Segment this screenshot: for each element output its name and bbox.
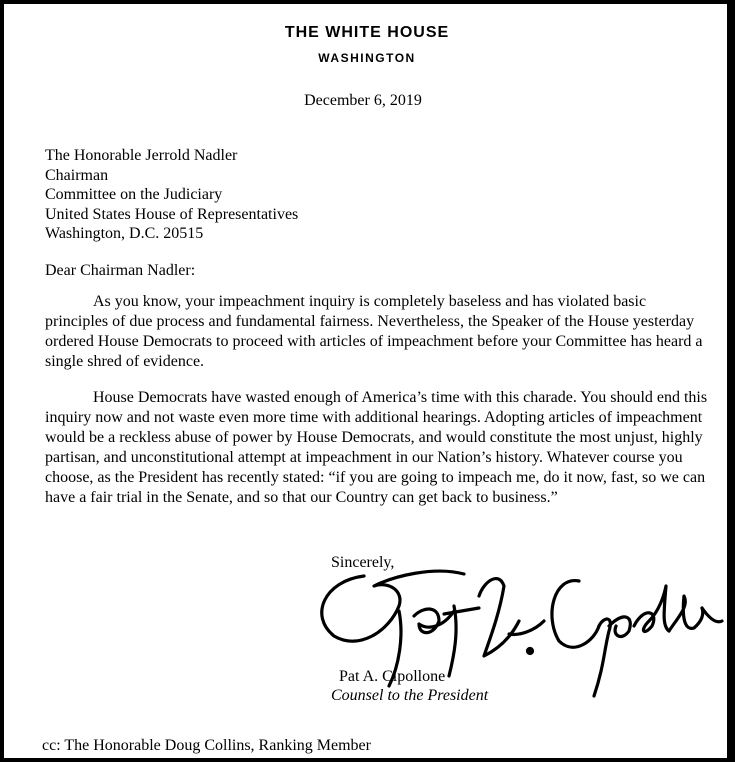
letterhead-title: THE WHITE HOUSE	[284, 24, 450, 41]
recipient-committee: Committee on the Judiciary	[45, 186, 223, 203]
paragraph-1	[45, 292, 710, 372]
paragraph-1-text: As you know, your impeachment inquiry is completely baseless and has violated basic principles of due process and fundamental fairness. Nevertheless, the Speaker of the House yesterday ordered House Democrats to proceed with articles of impeachment before your Committee has heard a single shred of evidence.	[45, 293, 703, 370]
paragraph-2	[45, 388, 710, 508]
recipient-address	[45, 146, 298, 244]
recipient-name: The Honorable Jerrold Nadler	[45, 147, 238, 164]
recipient-title: Chairman	[45, 166, 109, 184]
letter-date: December 6, 2019	[304, 92, 422, 109]
signer-name: Pat A. Cipollone	[339, 668, 446, 685]
recipient-body: United States House of Representatives	[45, 205, 299, 223]
letter-page	[4, 4, 730, 758]
closing: Sincerely,	[331, 554, 395, 571]
recipient-city: Washington, D.C. 20515	[45, 225, 204, 242]
letterhead-subtitle: WASHINGTON	[318, 51, 416, 65]
salutation: Dear Chairman Nadler:	[45, 262, 196, 279]
paragraph-2-text: House Democrats have wasted enough of America’s time with this charade. You should end this inquiry now and not waste even more time with additional hearings. Adopting articles of impeachment would be a reckless abuse of power by House Democrats, and would constitute the most unjust, highly partisan, and unconstitutional attempt at impeachment in our Nation’s history. Whatever course you choose, as the President has recently stated: “if you are going to impeach me, do it now, fast, so we can have a fair trial in the Senate, and so that our Country can get back to business.”	[45, 389, 708, 506]
cc-line: cc: The Honorable Doug Collins, Ranking Member	[42, 737, 371, 754]
signer-title: Counsel to the President	[331, 687, 489, 704]
